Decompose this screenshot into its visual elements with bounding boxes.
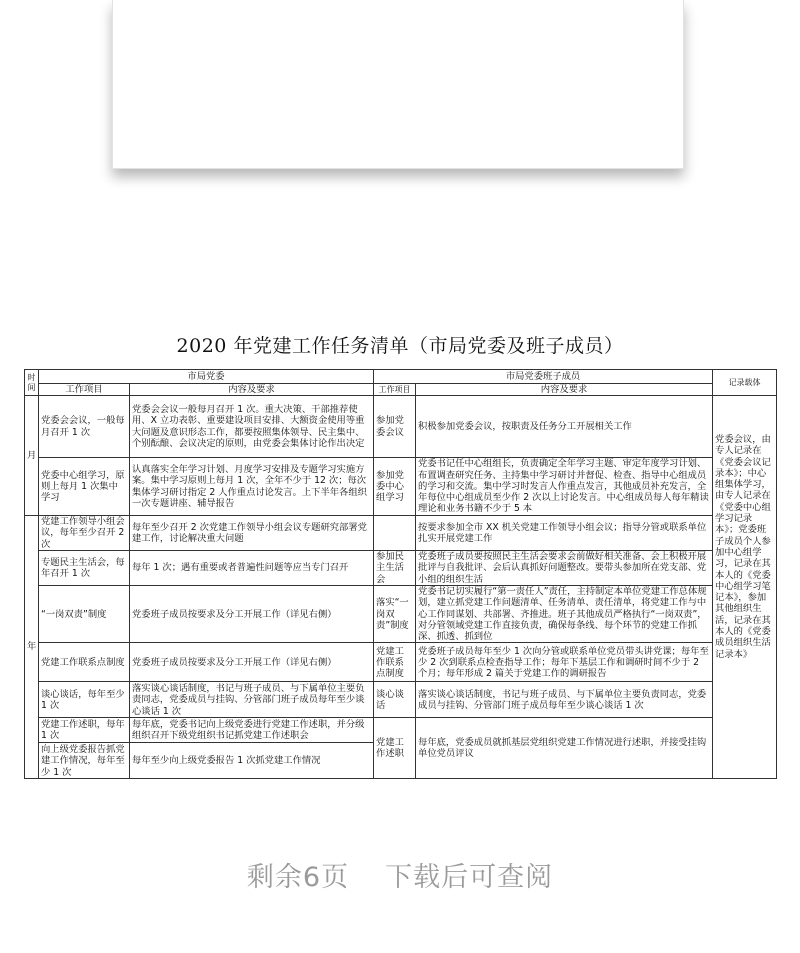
content-cell: 每年至少召开 2 次党建工作领导小组会议专题研究部署党建工作，讨论解决重大问题 (130, 516, 374, 551)
content-cell: 每年至少向上级党委报告 1 次抓党建工作情况 (130, 743, 374, 779)
content-cell: 党委班子成员按要求及分工开展工作（详见右侧） (130, 643, 374, 682)
time-month: 月 (25, 396, 39, 516)
content-cell: 认真落实全年学习计划、月度学习安排及专题学习实施方案。集中学习原则上每月 1 次，全年不少于 12 次；每次集体学习研讨指定 2 人作重点讨论发言。上下半年各组织一次专题讲座、辅导报告 (130, 458, 374, 516)
work-item-cell: 党委中心组学习，原则上每月 1 次集中学习 (39, 458, 130, 516)
previous-page-card (112, 0, 684, 169)
work-item-cell: 谈心谈话，每年至少 1 次 (39, 682, 130, 718)
member-item-cell: 参加民主生活会 (374, 551, 416, 586)
table-row (25, 643, 777, 682)
table-row (25, 396, 777, 458)
header-row-1 (25, 370, 777, 384)
content-cell: 每年底，党委书记向上级党委进行党建工作述职，并分级组织召开下级党组织书记抓党建工作述职会 (130, 718, 374, 743)
record-carrier-cell: 党委会议，由专人记录在《党委会议记录本》；中心组集体学习，由专人记录在《党委中心组学习记录本》；党委班子成员个人参加中心组学习，记录在其本人的《党委中心组学习笔记本》，参加其他组织生活，记录在其本人的《党委成员组织生活记录本》 (713, 396, 777, 779)
work-item-cell: 党委会会议，一般每月召开 1 次 (39, 396, 130, 458)
work-item-cell: 专题民主生活会，每年召开 1 次 (39, 551, 130, 586)
remaining-pages-text: 剩余6页 (246, 862, 350, 893)
member-content-cell: 积极参加党委会议，按职责及任务分工开展相关工作 (416, 396, 713, 458)
download-to-view-text: 下载后可查阅 (385, 862, 554, 893)
work-item-cell: “一岗双责”制度 (39, 586, 130, 643)
member-item-cell: 落实“一岗双责”制度 (374, 586, 416, 643)
header-member-content: 内容及要求 (416, 384, 713, 396)
table-row (25, 458, 777, 516)
time-year: 年 (25, 516, 39, 779)
content-cell: 每年 1 次；遇有重要或者普遍性问题等应当专门召开 (130, 551, 374, 586)
header-record-carrier: 记录载体 (713, 370, 777, 396)
document-title: 2020 年党建工作任务清单（市局党委及班子成员） (176, 335, 624, 357)
header-row-2 (25, 384, 777, 396)
header-committee-members: 市局党委班子成员 (374, 370, 713, 384)
remaining-pages-notice[interactable] (0, 855, 800, 894)
table-row (25, 516, 777, 551)
member-content-cell: 党委班子成员要按照民主生活会要求会前做好相关准备、会上积极开展批评与自我批评、会后认真抓好问题整改。要带头参加所在党支部、党小组的组织生活 (416, 551, 713, 586)
member-content-cell: 党委班子成员每年至少 1 次向分管或联系单位党员带头讲党课；每年至少 2 次到联系点检查指导工作；每年下基层工作和调研时间不少于 2 个月；每年形成 2 篇关于党建工作的调研报告 (416, 643, 713, 682)
header-time: 时间 (25, 370, 39, 396)
table-row (25, 586, 777, 643)
member-content-cell: 每年底，党委成员就抓基层党组织党建工作情况进行述职，并接受挂钩单位党员评议 (416, 718, 713, 779)
member-item-cell: 谈心谈话 (374, 682, 416, 718)
member-item-cell: 党建工作述职 (374, 718, 416, 779)
member-item-cell (374, 516, 416, 551)
member-item-cell: 党建工作联系点制度 (374, 643, 416, 682)
work-item-cell: 向上级党委报告抓党建工作情况，每年至少 1 次 (39, 743, 130, 779)
member-content-cell: 落实谈心谈话制度，书记与班子成员、与下属单位主要负责同志，党委成员与挂钩、分管部门班子成员每年至少谈心谈话 1 次 (416, 682, 713, 718)
work-item-cell: 党建工作述职，每年 1 次 (39, 718, 130, 743)
header-work-item: 工作项目 (39, 384, 130, 396)
content-cell: 党委会会议一般每月召开 1 次。重大决策、干部推荐使用、X 立功表彰、重要建设项目安排、大额资金使用等重大问题及意识形态工作，都要按照集体领导、民主集中、个别酝酿、会议决定的原则，由党委会集体讨论作出决定 (130, 396, 374, 458)
member-content-cell: 党委书记切实履行“第一责任人”责任，主持制定本单位党建工作总体规划，建立抓党建工作问题清单、任务清单、责任清单，将党建工作与中心工作同谋划、共部署、齐推进。班子其他成员严格执行“一岗双责”，对分管领域党建工作直接负责，确保每条线、每个环节的党建工作抓深、抓透、抓到位 (416, 586, 713, 643)
member-content-cell: 按要求参加全市 XX 机关党建工作领导小组会议；指导分管或联系单位扎实开展党建工作 (416, 516, 713, 551)
work-item-cell: 党建工作联系点制度 (39, 643, 130, 682)
header-content: 内容及要求 (130, 384, 374, 396)
header-member-work-item: 工作项目 (374, 384, 416, 396)
table-row (25, 551, 777, 586)
content-cell: 党委班子成员按要求及分工开展工作（详见右侧） (130, 586, 374, 643)
member-item-cell: 参加党委中心组学习 (374, 458, 416, 516)
header-party-committee: 市局党委 (39, 370, 374, 384)
task-list-table (24, 369, 777, 779)
member-item-cell: 参加党委会议 (374, 396, 416, 458)
work-item-cell: 党建工作领导小组会议，每年至少召开 2 次 (39, 516, 130, 551)
table-row (25, 718, 777, 743)
member-content-cell: 党委书记任中心组组长，负责确定全年学习主题、审定年度学习计划、布置调查研究任务、主持集中学习研讨并督促、检查、指导中心组成员的学习和交流。集中学习时发言人作重点发言，其他成员补充发言，全年每位中心组成员至少作 2 次以上讨论发言。中心组成员每人每年精读理论和业务书籍不少于 5 本 (416, 458, 713, 516)
content-cell: 落实谈心谈话制度，书记与班子成员、与下属单位主要负责同志，党委成员与挂钩、分管部门班子成员每年至少谈心谈话 1 次 (130, 682, 374, 718)
table-row (25, 682, 777, 718)
